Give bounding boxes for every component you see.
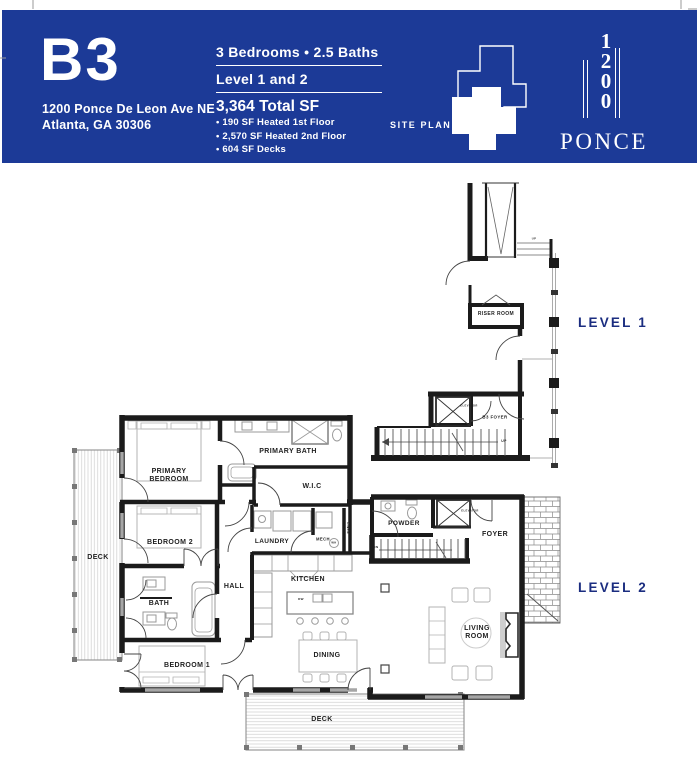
room-label-deck-left: DECK	[87, 553, 109, 561]
sf-detail-2: • 2,570 SF Heated 2nd Floor	[216, 130, 347, 142]
room-label-hall: HALL	[223, 582, 245, 590]
sf-detail-3: • 604 SF Decks	[216, 144, 287, 155]
room-label-linen: LINEN	[345, 522, 350, 534]
bridge-label-up: UP	[531, 237, 537, 241]
room-label-wic: W.I.C	[302, 482, 322, 490]
room-label-powder: POWDER	[388, 520, 420, 528]
sf-detail-1: • 190 SF Heated 1st Floor	[216, 117, 335, 128]
island-label-dw: DW	[298, 597, 304, 602]
address-line2: Atlanta, GA 30306	[42, 118, 152, 133]
room-label-primary-bath: PRIMARY BATH	[259, 447, 317, 455]
room-label-dining: DINING	[313, 651, 341, 659]
logo-ponce: PONCE	[560, 129, 648, 154]
beds-baths: 3 Bedrooms • 2.5 Baths	[216, 44, 379, 60]
column-markers	[549, 258, 559, 468]
room-label-mech: MECH	[316, 536, 330, 542]
total-sf: 3,364 Total SF	[216, 98, 320, 115]
room-label-b3-foyer: B3 FOYER	[482, 414, 508, 420]
room-label-elevator-l2: ELEVATOR	[461, 509, 479, 513]
room-label-foyer: FOYER	[481, 530, 509, 538]
crop-marks	[0, 0, 697, 58]
stair-label-dn: DN	[373, 545, 379, 550]
mech-label-wh: WH	[331, 541, 337, 545]
logo-digit: 0	[600, 88, 612, 113]
unit-name: B3	[40, 26, 121, 93]
logo-digit: 0	[600, 68, 612, 93]
room-label-bedroom-1: BEDROOM 1	[164, 661, 210, 669]
logo-digit: 1	[600, 29, 612, 53]
room-label-deck-bottom: DECK	[311, 715, 333, 723]
logo-digit: 2	[600, 48, 612, 73]
level2-title: LEVEL 2	[578, 580, 648, 596]
level1-title: LEVEL 1	[578, 315, 648, 331]
room-label-bath: BATH	[148, 599, 170, 607]
site-plan-label: SITE PLAN	[390, 120, 452, 130]
room-label-living-room: LIVING ROOM	[464, 624, 490, 640]
address-line1: 1200 Ponce De Leon Ave NE	[42, 102, 215, 116]
level-range: Level 1 and 2	[216, 71, 308, 87]
stair-label-up: UP	[501, 438, 507, 443]
room-label-bedroom-2: BEDROOM 2	[147, 538, 193, 546]
room-label-riser: RISER ROOM	[477, 311, 515, 318]
level1-plan	[371, 183, 559, 468]
room-label-primary-bedroom: PRIMARY BEDROOM	[149, 467, 189, 483]
room-label-kitchen: KITCHEN	[291, 575, 325, 583]
room-label-laundry: LAUNDRY	[254, 538, 290, 546]
room-label-elevator-l1: ELEVATOR	[460, 404, 478, 408]
